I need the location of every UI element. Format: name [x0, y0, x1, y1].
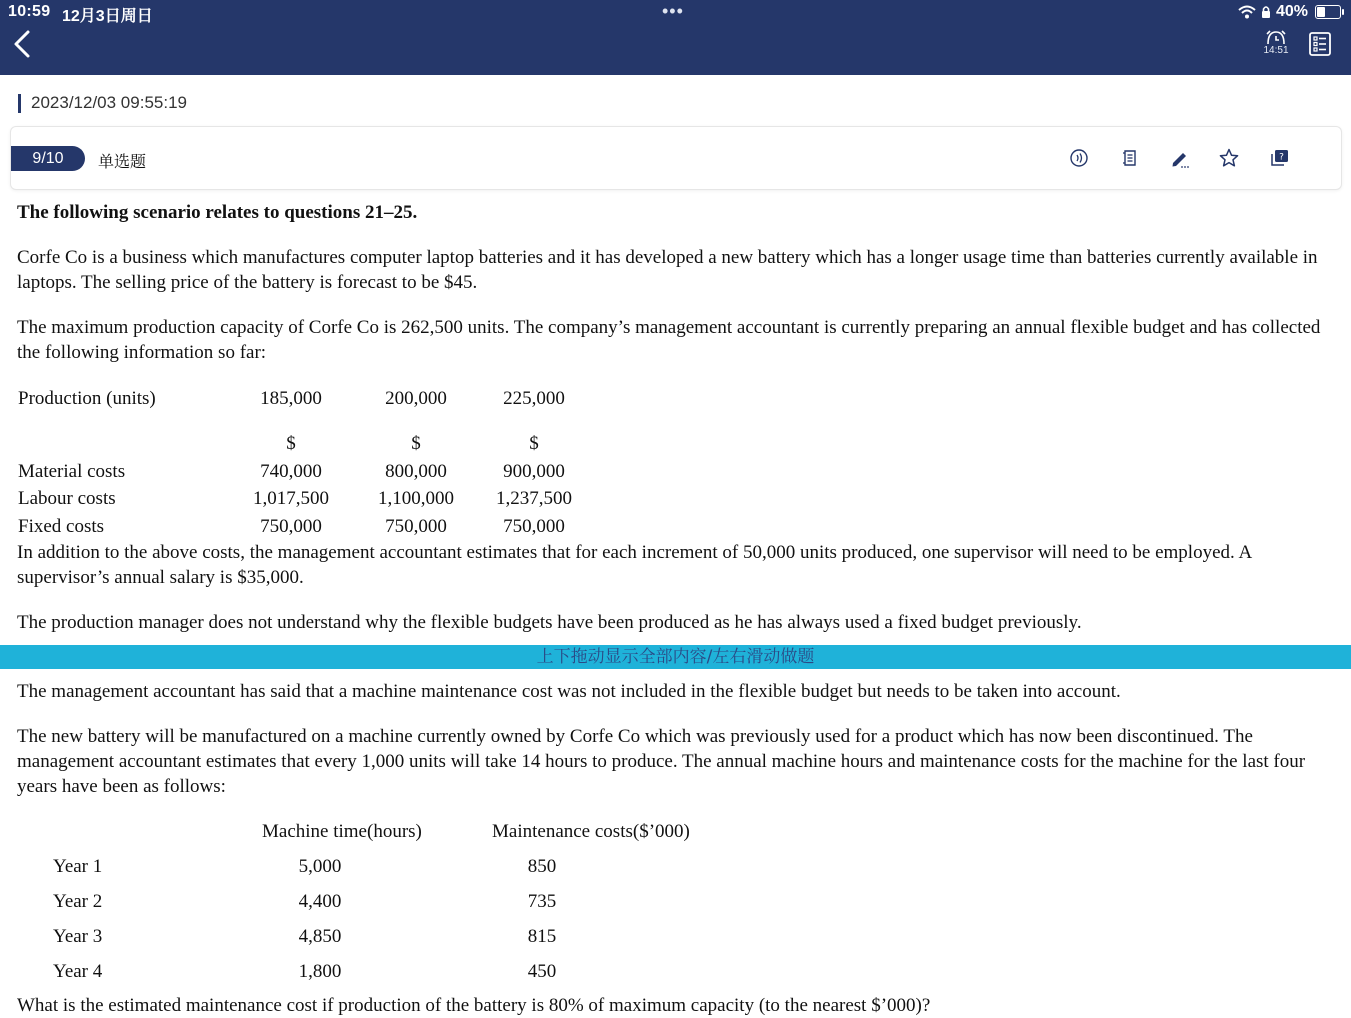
battery-icon — [1315, 5, 1341, 19]
star-icon[interactable] — [1218, 147, 1240, 169]
paragraph-6: The new battery will be manufactured on a machine currently owned by Corfe Co which was previously used for a product which has now been discontinued. The management accountant estimates that every 1,000 units will take 14 hours to produce. The annual machine hours and maintenance costs for the machine for the last four years have been as follows: — [17, 726, 1306, 797]
table-cell: 1,017,500 — [253, 488, 329, 509]
answer-sheet-icon[interactable] — [1308, 31, 1332, 57]
alarm-clock-icon — [1265, 29, 1287, 45]
maintenance-cost: 850 — [527, 856, 557, 877]
year-label: Year 2 — [53, 891, 103, 912]
top-app-bar — [0, 0, 1351, 75]
status-right — [1238, 3, 1341, 21]
table-cell: 750,000 — [260, 516, 322, 537]
paragraph-4: The production manager does not understand why the flexible budgets have been produced as he has always used a fixed budget previously. — [17, 612, 1082, 633]
question-header — [10, 126, 1342, 190]
paragraph-1: Corfe Co is a business which manufactures computer laptop batteries and it has developed a new battery which has a longer usage time than batteries currently available in laptops. The selling price of the battery is forecast to be $45. — [17, 247, 1318, 293]
table-row-label: Material costs — [18, 461, 126, 482]
table-cell: 750,000 — [385, 516, 447, 537]
machine-hours: 4,850 — [298, 926, 342, 947]
table-cell: 900,000 — [503, 461, 565, 482]
production-label: Production (units) — [18, 388, 156, 409]
machine-hours: 4,400 — [298, 891, 342, 912]
production-value: 185,000 — [260, 388, 322, 409]
status-date: 12月3日周日 — [62, 8, 153, 25]
year-label: Year 1 — [53, 856, 103, 877]
table-cell: 740,000 — [260, 461, 322, 482]
maintenance-cost-header: Maintenance costs($’000) — [492, 821, 690, 842]
maintenance-cost: 735 — [527, 891, 557, 912]
paragraph-3: In addition to the above costs, the management accountant estimates that for each increment of 50,000 units produced, one supervisor will need to be employed. A supervisor’s annual salary is $35,000. — [17, 542, 1252, 588]
question-type: 单选题 — [98, 154, 147, 171]
maintenance-cost: 815 — [527, 926, 557, 947]
svg-text:?: ? — [1279, 152, 1284, 163]
currency-label: $ — [411, 433, 421, 454]
paragraph-5: The management accountant has said that a machine maintenance cost was not included in the flexible budget but needs to be taken into account. — [17, 681, 1121, 702]
help-icon[interactable] — [1268, 147, 1290, 169]
timestamp-marker — [18, 94, 21, 113]
production-value: 225,000 — [503, 388, 565, 409]
scenario-heading: The following scenario relates to questions 21–25. — [17, 202, 418, 223]
timer-button[interactable] — [1260, 29, 1292, 59]
machine-hours: 1,800 — [298, 961, 342, 982]
question-progress: 9/10 — [11, 146, 85, 171]
paragraph-2: The maximum production capacity of Corfe Co is 262,500 units. The company’s management accountant is currently preparing an annual flexible budget and has collected the following information so far: — [17, 317, 1321, 363]
table-row-label: Fixed costs — [18, 516, 105, 537]
battery-percent: 40% — [1275, 3, 1308, 20]
lock-rotation-icon — [1261, 5, 1271, 19]
machine-hours: 5,000 — [298, 856, 342, 877]
table-cell: 1,237,500 — [496, 488, 572, 509]
table-cell: 1,100,000 — [378, 488, 454, 509]
wifi-icon — [1238, 5, 1256, 19]
timer-text: 14:51 — [1263, 45, 1289, 56]
year-label: Year 4 — [53, 961, 103, 982]
timestamp-text: 2023/12/03 09:55:19 — [31, 93, 187, 112]
pencil-icon[interactable] — [1169, 147, 1191, 169]
table-cell: 750,000 — [503, 516, 565, 537]
multitask-dots[interactable]: ••• — [662, 1, 684, 21]
table-cell: 800,000 — [385, 461, 447, 482]
back-button[interactable] — [10, 28, 36, 60]
table-row-label: Labour costs — [18, 488, 116, 509]
machine-time-header: Machine time(hours) — [262, 821, 422, 842]
currency-label: $ — [529, 433, 539, 454]
status-time: 10:59 — [8, 3, 51, 20]
audio-icon[interactable] — [1068, 147, 1090, 169]
exam-timestamp — [18, 93, 187, 113]
question-text: What is the estimated maintenance cost if production of the battery is 80% of maximum capacity (to the nearest $’000)? — [17, 995, 931, 1016]
drag-divider[interactable]: 上下拖动显示全部内容/左右滑动做题 — [0, 645, 1351, 669]
year-label: Year 3 — [53, 926, 103, 947]
currency-label: $ — [286, 433, 296, 454]
note-icon[interactable] — [1119, 147, 1141, 169]
production-value: 200,000 — [385, 388, 447, 409]
maintenance-cost: 450 — [527, 961, 557, 982]
